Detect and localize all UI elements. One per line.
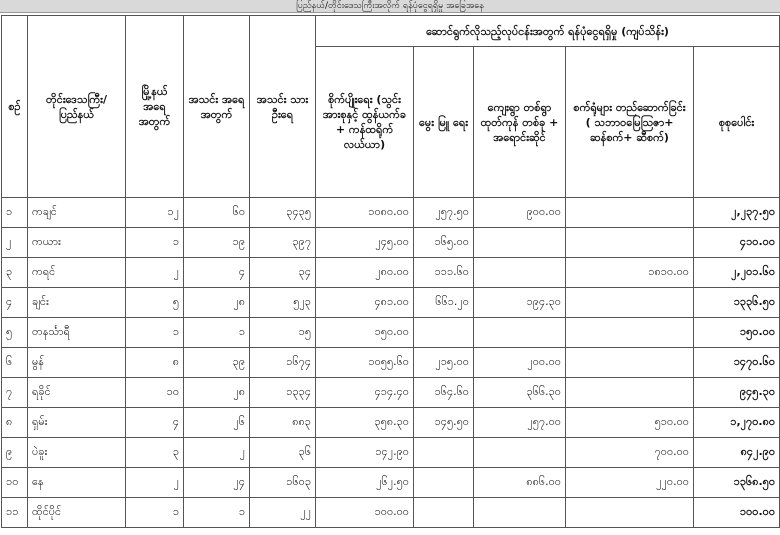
cell-members: ၃၄ xyxy=(250,258,316,288)
cell-trade xyxy=(474,258,566,288)
cell-members: ၈၈၃ xyxy=(250,408,316,438)
cell-livestock: ၁၄၅.၅၀ xyxy=(414,408,474,438)
cell-townships: ၁ xyxy=(126,318,184,348)
cell-region: တနင်္သာရီ xyxy=(28,318,126,348)
cell-agri: ၁၀၅၅.၆၀ xyxy=(316,348,414,378)
cell-no: ၄ xyxy=(2,288,28,318)
cell-members: ၁၅ xyxy=(250,318,316,348)
col-header-townships: မြို့နယ် အရေ အတွက် xyxy=(126,16,184,198)
funding-table xyxy=(1,15,780,528)
cell-no: ၁၀ xyxy=(2,468,28,498)
cell-townships: ၅ xyxy=(126,288,184,318)
cell-trade: ၂၀၀.၀၀ xyxy=(474,348,566,378)
cell-no: ၆ xyxy=(2,348,28,378)
cell-groups: ၃၉ xyxy=(184,348,250,378)
table-body xyxy=(2,198,780,528)
cell-region: မွန် xyxy=(28,348,126,378)
cell-total: ၁၄၇၀.၆၀ xyxy=(694,348,780,378)
cell-townships: ၂ xyxy=(126,468,184,498)
cell-no: ၁၁ xyxy=(2,498,28,528)
cell-total: ၄၁၀.၀၀ xyxy=(694,228,780,258)
cell-livestock: ၂၁၅.၀၀ xyxy=(414,348,474,378)
cell-townships: ၄ xyxy=(126,408,184,438)
table-row xyxy=(2,408,780,438)
cell-no: ၇ xyxy=(2,378,28,408)
col-header-trade: ကျေးရွာ တစ်ရွာ ထုတ်ကုန် တစ်ခု + အရောင်းဆိုင် xyxy=(474,47,566,198)
cell-agri: ၁၀၈၀.၀၀ xyxy=(316,198,414,228)
cell-livestock xyxy=(414,468,474,498)
cell-machinery xyxy=(566,288,694,318)
cell-machinery xyxy=(566,348,694,378)
cell-total: ၁,၂၇၀.၈၀ xyxy=(694,408,780,438)
table-row xyxy=(2,228,780,258)
cell-members: ၁၆၀၃ xyxy=(250,468,316,498)
cell-members: ၃၉၇ xyxy=(250,228,316,258)
cell-machinery xyxy=(566,318,694,348)
cell-region: ရခိုင် xyxy=(28,378,126,408)
cell-livestock: ၁၆၅.၀၀ xyxy=(414,228,474,258)
cell-machinery: ၇၀၀.၀၀ xyxy=(566,438,694,468)
cell-members: ၁၃၃၄ xyxy=(250,378,316,408)
cell-machinery: ၅၁၀.၀၀ xyxy=(566,408,694,438)
cell-townships: ၁ xyxy=(126,498,184,528)
table-row xyxy=(2,378,780,408)
cell-no: ၅ xyxy=(2,318,28,348)
table-row xyxy=(2,288,780,318)
cell-townships: ၈ xyxy=(126,348,184,378)
cell-townships: ၂ xyxy=(126,258,184,288)
cell-region: ရှမ်း xyxy=(28,408,126,438)
cell-trade xyxy=(474,438,566,468)
cell-region: ကယား xyxy=(28,228,126,258)
col-header-groups: အသင်း အရေ အတွက် xyxy=(184,16,250,198)
cell-groups: ၂၈ xyxy=(184,378,250,408)
cell-total: ၁၃၆၈.၅၀ xyxy=(694,468,780,498)
col-header-machinery: စက်ရုံများ တည်ဆောက်ခြင်း ( သဘာဝမြေဩဇာ+ ဆန်စက်+ ဆီစက်) xyxy=(566,47,694,198)
col-header-region: တိုင်းဒေသကြီး/ ပြည်နယ် xyxy=(28,16,126,198)
cell-groups: ၄ xyxy=(184,258,250,288)
cell-total: ၁၅၀.၀၀ xyxy=(694,318,780,348)
header-row-group xyxy=(2,16,780,47)
table-row xyxy=(2,348,780,378)
table-row xyxy=(2,198,780,228)
cell-agri: ၂၄၅.၀၀ xyxy=(316,228,414,258)
cell-groups: ၂၄ xyxy=(184,468,250,498)
cell-townships: ၁ xyxy=(126,228,184,258)
cell-region: ထိုင်ပိုင် xyxy=(28,498,126,528)
cell-region: ကချင် xyxy=(28,198,126,228)
cell-total: ၂,၂၃၇.၅၀ xyxy=(694,198,780,228)
cell-trade: ၂၅၇.၀၀ xyxy=(474,408,566,438)
col-header-members: အသင်း သား ဦးရေ xyxy=(250,16,316,198)
cell-trade: ၈၈၆.၀၀ xyxy=(474,468,566,498)
cell-region: ချင်း xyxy=(28,288,126,318)
cell-groups: ၂ xyxy=(184,438,250,468)
cell-livestock xyxy=(414,438,474,468)
cell-machinery: ၁၈၁၀.၀၀ xyxy=(566,258,694,288)
cell-townships: ၃ xyxy=(126,438,184,468)
cell-groups: ၁၉ xyxy=(184,228,250,258)
cell-groups: ၂၈ xyxy=(184,288,250,318)
cell-no: ၉ xyxy=(2,438,28,468)
cell-region: နေ xyxy=(28,468,126,498)
cell-machinery xyxy=(566,198,694,228)
cell-region: ကရင် xyxy=(28,258,126,288)
cell-no: ၈ xyxy=(2,408,28,438)
cell-trade xyxy=(474,498,566,528)
cell-trade: ၁၉၄.၃၀ xyxy=(474,288,566,318)
cell-machinery: ၂၂၀.၀၀ xyxy=(566,468,694,498)
cell-agri: ၂၆၂.၅၀ xyxy=(316,468,414,498)
cell-total: ၁၃၃၆.၅၀ xyxy=(694,288,780,318)
cell-no: ၃ xyxy=(2,258,28,288)
cell-agri: ၄၁၄.၄၀ xyxy=(316,378,414,408)
cell-livestock: ၁၆၄.၆၀ xyxy=(414,378,474,408)
cell-agri: ၁၄၂.၉၀ xyxy=(316,438,414,468)
cell-livestock xyxy=(414,498,474,528)
cell-members: ၅၂၃ xyxy=(250,288,316,318)
cell-agri: ၄၈၁.၀၀ xyxy=(316,288,414,318)
col-header-total: စုစုပေါင်း xyxy=(694,47,780,198)
col-header-agri: စိုက်ပျိုးရေး (သွင်းအားစုနှင့် ထွန်ယက်ခ + ကန်ထရိုက် လယ်ယာ) xyxy=(316,47,414,198)
cell-members: ၁၆၇၄ xyxy=(250,348,316,378)
cell-machinery xyxy=(566,228,694,258)
group-header-funding: ဆောင်ရွက်လိုသည့်လုပ်ငန်းအတွက် ရန်ပုံငွေရရှိမှု (ကျပ်သိန်း) xyxy=(316,16,780,47)
cell-groups: ၂၆ xyxy=(184,408,250,438)
cell-agri: ၁၅၀.၀၀ xyxy=(316,318,414,348)
cell-livestock: ၆၆၁.၂၀ xyxy=(414,288,474,318)
table-caption: ပြည်နယ်/တိုင်းဒေသကြီးအလိုက် ရန်ပုံငွေရရှိမှု အခြေအနေ xyxy=(0,0,780,13)
cell-livestock: ၁၁၁.၆၀ xyxy=(414,258,474,288)
table-row xyxy=(2,468,780,498)
cell-agri: ၂၈၀.၀၀ xyxy=(316,258,414,288)
cell-groups: ၁ xyxy=(184,318,250,348)
table-row xyxy=(2,258,780,288)
cell-townships: ၁၂ xyxy=(126,198,184,228)
cell-total: ၁၀၀.၀၀ xyxy=(694,498,780,528)
table-row xyxy=(2,438,780,468)
cell-no: ၂ xyxy=(2,228,28,258)
col-header-no: စဉ် xyxy=(2,16,28,198)
table-row xyxy=(2,318,780,348)
cell-agri: ၁၀၀.၀၀ xyxy=(316,498,414,528)
cell-region: ပဲခူး xyxy=(28,438,126,468)
cell-trade xyxy=(474,228,566,258)
cell-trade: ၉၀၀.၀၀ xyxy=(474,198,566,228)
col-header-livestock: မွေး မြူ ရေး xyxy=(414,47,474,198)
cell-members: ၂၂ xyxy=(250,498,316,528)
cell-members: ၃၄၃၅ xyxy=(250,198,316,228)
table-row xyxy=(2,498,780,528)
cell-total: ၂,၂၀၁.၆၀ xyxy=(694,258,780,288)
cell-groups: ၆၀ xyxy=(184,198,250,228)
cell-machinery xyxy=(566,498,694,528)
cell-total: ၉၄၅.၃၀ xyxy=(694,378,780,408)
cell-total: ၈၄၂.၉၀ xyxy=(694,438,780,468)
cell-machinery xyxy=(566,378,694,408)
cell-groups: ၁ xyxy=(184,498,250,528)
cell-townships: ၁၀ xyxy=(126,378,184,408)
cell-trade: ၃၆၆.၃၀ xyxy=(474,378,566,408)
cell-agri: ၃၅၈.၃၀ xyxy=(316,408,414,438)
cell-no: ၁ xyxy=(2,198,28,228)
cell-trade xyxy=(474,318,566,348)
cell-livestock: ၂၅၇.၅၀ xyxy=(414,198,474,228)
cell-livestock xyxy=(414,318,474,348)
cell-members: ၃၆ xyxy=(250,438,316,468)
